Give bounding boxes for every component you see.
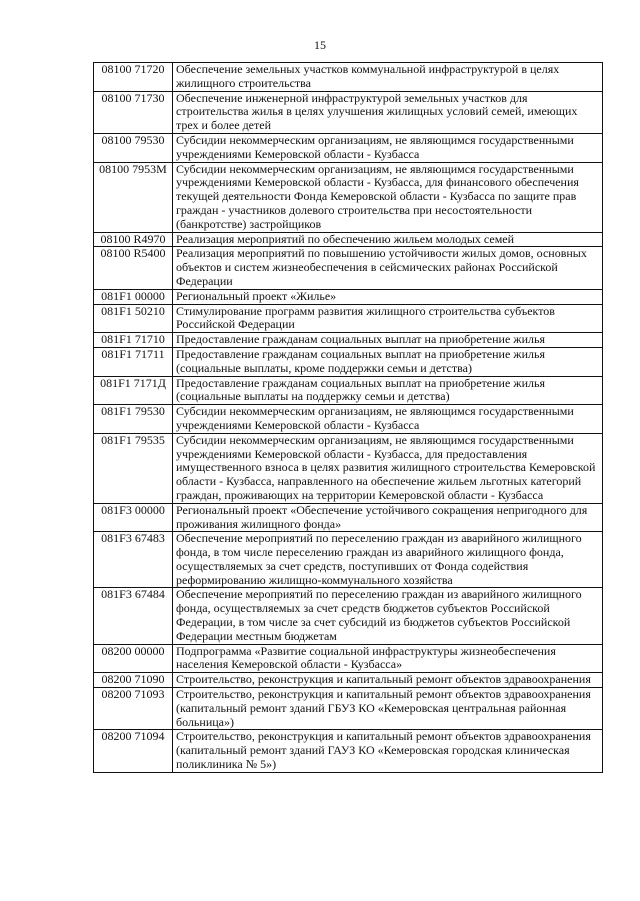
classification-description: Субсидии некоммерческим организациям, не являющимся государственными учреждениями Кемеровской области - Кузбасса, для финансового обеспечения текущей деятельности Фонда Кемеровской области - Кузбасса по защите прав граждан - участников долевого строительства при несостоятельности (банкротстве) застройщиков bbox=[173, 162, 603, 232]
page-number: 15 bbox=[314, 38, 326, 52]
table-row bbox=[94, 503, 603, 532]
table-row bbox=[94, 232, 603, 247]
table-row bbox=[94, 304, 603, 333]
classification-description: Субсидии некоммерческим организациям, не являющимся государственными учреждениями Кемеровской области - Кузбасса bbox=[173, 405, 603, 434]
classification-code: 08100 79530 bbox=[94, 133, 173, 162]
classification-code: 08200 71094 bbox=[94, 730, 173, 772]
table-body bbox=[94, 63, 603, 773]
classification-description: Обеспечение земельных участков коммунальной инфраструктурой в целях жилищного строительства bbox=[173, 63, 603, 92]
classification-description: Обеспечение мероприятий по переселению граждан из аварийного жилищного фонда, в том числе переселению граждан из аварийного жилищного фонда, осуществляемых за счет средств, поступивших от Фонда содействия реформированию жилищно-коммунального хозяйства bbox=[173, 532, 603, 588]
classification-code: 081F3 00000 bbox=[94, 503, 173, 532]
classification-code: 08200 00000 bbox=[94, 644, 173, 673]
table-row bbox=[94, 347, 603, 376]
classification-description: Подпрограмма «Развитие социальной инфраструктуры жизнеобеспечения населения Кемеровской области - Кузбасса» bbox=[173, 644, 603, 673]
classification-code: 08100 71730 bbox=[94, 91, 173, 133]
classification-description: Реализация мероприятий по обеспечению жильем молодых семей bbox=[173, 232, 603, 247]
table-row bbox=[94, 673, 603, 688]
table-row bbox=[94, 133, 603, 162]
table-row bbox=[94, 376, 603, 405]
table-row bbox=[94, 333, 603, 348]
classification-description: Обеспечение инженерной инфраструктурой земельных участков для строительства жилья в целях улучшения жилищных условий семей, имеющих трех и более детей bbox=[173, 91, 603, 133]
table-row bbox=[94, 247, 603, 289]
classification-code: 08100 R5400 bbox=[94, 247, 173, 289]
classification-code: 081F1 71710 bbox=[94, 333, 173, 348]
table-row bbox=[94, 588, 603, 644]
classification-description: Строительство, реконструкция и капитальный ремонт объектов здравоохранения bbox=[173, 673, 603, 688]
classification-code: 081F1 79530 bbox=[94, 405, 173, 434]
classification-code: 081F1 71711 bbox=[94, 347, 173, 376]
classification-code: 081F3 67484 bbox=[94, 588, 173, 644]
classification-code: 08100 71720 bbox=[94, 63, 173, 92]
classification-code: 081F1 7171Д bbox=[94, 376, 173, 405]
classification-description: Строительство, реконструкция и капитальный ремонт объектов здравоохранения (капитальный ремонт зданий ГАУЗ КО «Кемеровская городская клиническая поликлиника № 5») bbox=[173, 730, 603, 772]
classification-code: 081F1 79535 bbox=[94, 433, 173, 503]
classification-code: 08100 7953М bbox=[94, 162, 173, 232]
table-row bbox=[94, 688, 603, 730]
table-row bbox=[94, 532, 603, 588]
table-row bbox=[94, 433, 603, 503]
classification-description: Субсидии некоммерческим организациям, не являющимся государственными учреждениями Кемеровской области - Кузбасса, для предоставления имущественного взноса в целях развития жилищного строительства Кемеровской области - Кузбасса, направленного на обеспечение жильем льготных категорий граждан, проживающих на территории Кемеровской области - Кузбасса bbox=[173, 433, 603, 503]
classification-description: Предоставление гражданам социальных выплат на приобретение жилья bbox=[173, 333, 603, 348]
classification-code: 081F1 00000 bbox=[94, 289, 173, 304]
classification-code: 08200 71093 bbox=[94, 688, 173, 730]
table-row bbox=[94, 644, 603, 673]
classification-description: Строительство, реконструкция и капитальный ремонт объектов здравоохранения (капитальный ремонт зданий ГБУЗ КО «Кемеровская центральная районная больница») bbox=[173, 688, 603, 730]
classification-description: Реализация мероприятий по повышению устойчивости жилых домов, основных объектов и систем жизнеобеспечения в сейсмических районах Российской Федерации bbox=[173, 247, 603, 289]
classification-description: Субсидии некоммерческим организациям, не являющимся государственными учреждениями Кемеровской области - Кузбасса bbox=[173, 133, 603, 162]
table-row bbox=[94, 63, 603, 92]
classification-code: 08200 71090 bbox=[94, 673, 173, 688]
classification-code: 081F1 50210 bbox=[94, 304, 173, 333]
classification-description: Обеспечение мероприятий по переселению граждан из аварийного жилищного фонда, осуществляемых за счет средств бюджетов субъектов Российской Федерации, в том числе за счет субсидий из бюджетов субъектов Российской Федерации местным бюджетам bbox=[173, 588, 603, 644]
classification-description: Предоставление гражданам социальных выплат на приобретение жилья (социальные выплаты, кроме поддержки семьи и детства) bbox=[173, 347, 603, 376]
classification-code: 08100 R4970 bbox=[94, 232, 173, 247]
table-row bbox=[94, 91, 603, 133]
classification-description: Стимулирование программ развития жилищного строительства субъектов Российской Федерации bbox=[173, 304, 603, 333]
budget-classification-table bbox=[93, 62, 603, 773]
table-row bbox=[94, 162, 603, 232]
table-row bbox=[94, 405, 603, 434]
table-row bbox=[94, 730, 603, 772]
classification-description: Предоставление гражданам социальных выплат на приобретение жилья (социальные выплаты на поддержку семьи и детства) bbox=[173, 376, 603, 405]
classification-description: Региональный проект «Обеспечение устойчивого сокращения непригодного для проживания жилищного фонда» bbox=[173, 503, 603, 532]
classification-code: 081F3 67483 bbox=[94, 532, 173, 588]
classification-description: Региональный проект «Жилье» bbox=[173, 289, 603, 304]
table-row bbox=[94, 289, 603, 304]
